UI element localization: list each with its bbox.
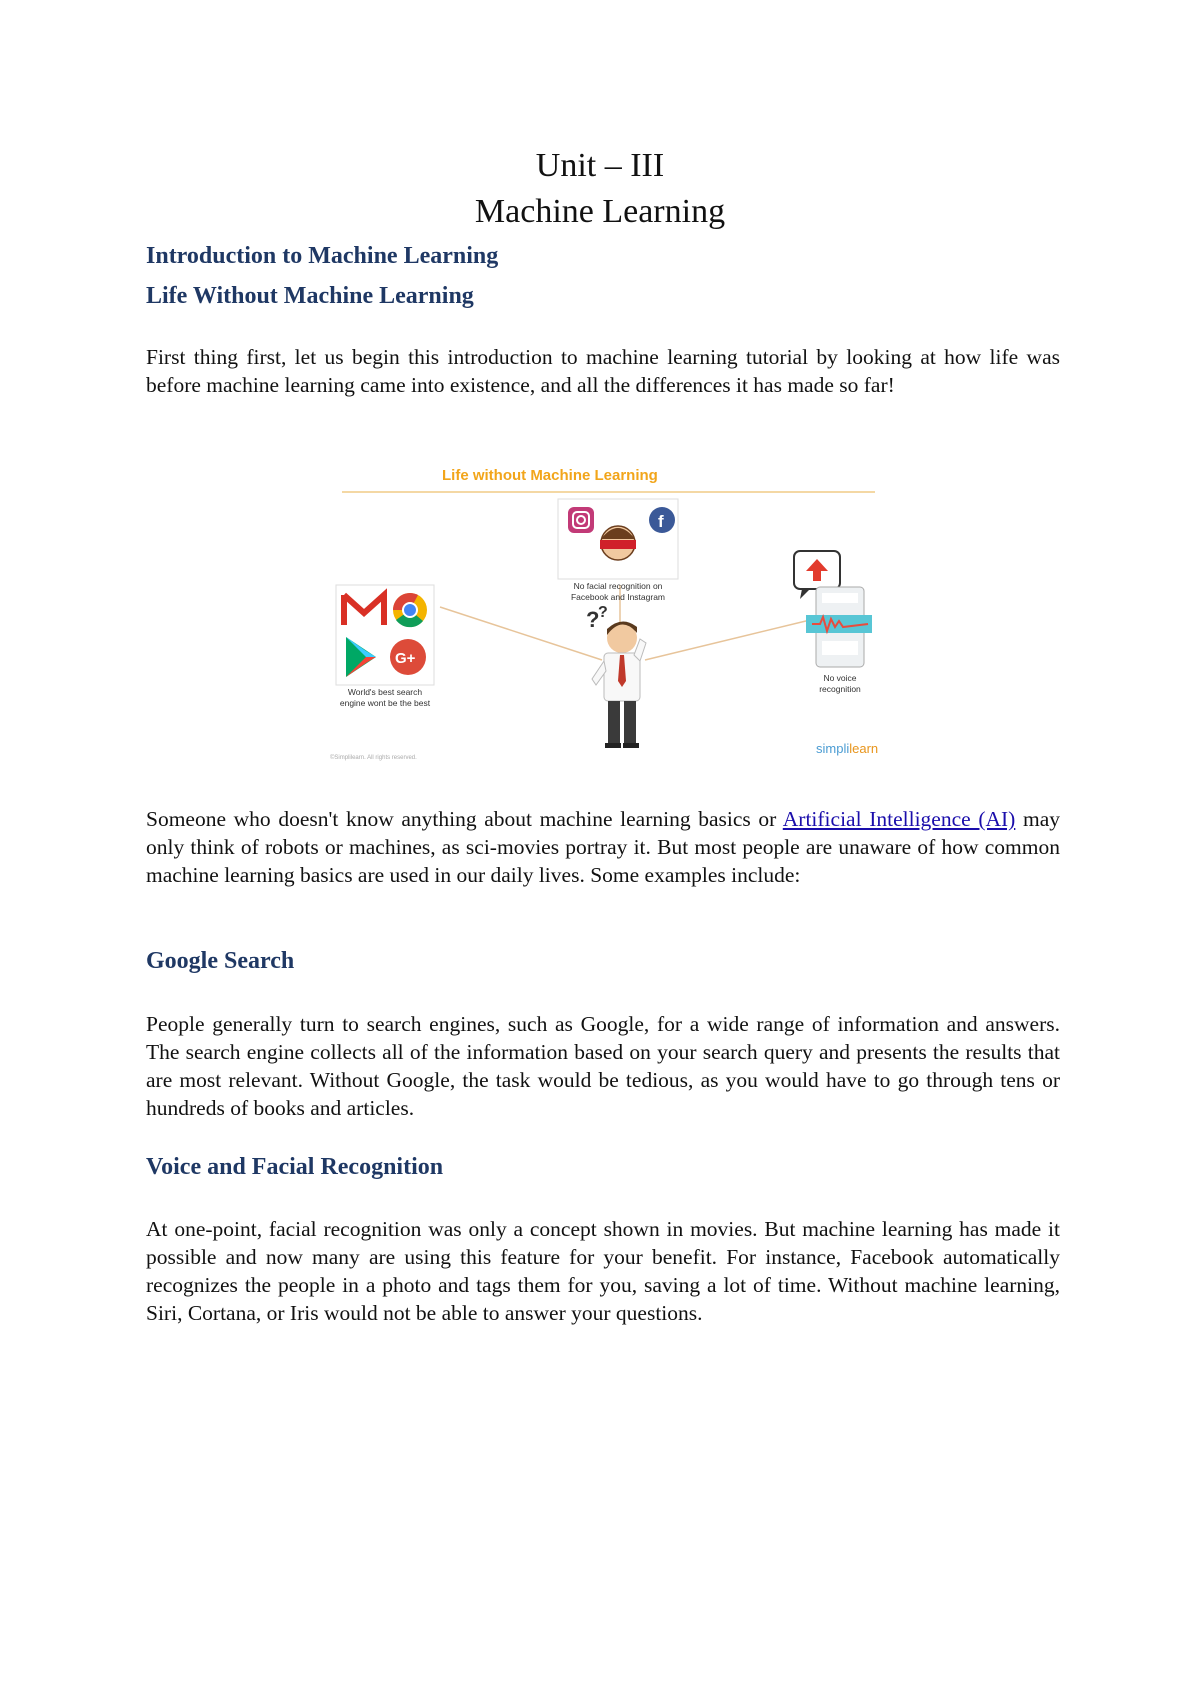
heading-life-without: Life Without Machine Learning [146, 283, 474, 309]
svg-text:G+: G+ [395, 650, 416, 667]
figure-copyright: ©Simplilearn. All rights reserved. [330, 755, 417, 761]
figure-title: Life without Machine Learning [442, 467, 658, 484]
brand-right: learn [849, 741, 879, 756]
unit-title: Unit – III [535, 147, 665, 184]
paragraph-first-thing: First thing first, let us begin this introduction to machine learning tutorial by looking at how life was before machine learning came into existence, and all the differences it has made so far! [146, 345, 1060, 397]
paragraph-someone-end: may only think of robots or machines, as sci-movies portray it. But most people are unaware of how common machine learning basics are used in our daily lives. Some examples include: [146, 807, 1060, 887]
heading-google-search: Google Search [146, 948, 295, 974]
brand-left: simpli [816, 741, 850, 756]
svg-text:f: f [658, 512, 664, 531]
paragraph-google: People generally turn to search engines, such as Google, for a wide range of information and answers. The search engine collects all of the information based on your search query and presents the results that are most relevant. Without Google, the task would be tedious, as you would have to go through tens or hundreds of books and articles. [146, 1012, 1060, 1120]
paragraph-someone-start: Someone who doesn't know anything about machine learning basics or [146, 807, 783, 831]
paragraph-voice: At one-point, facial recognition was only a concept shown in movies. But machine learning has made it possible and now many are using this feature for your benefit. For instance, Facebook automatically recognizes the people in a photo and tags them for you, saving a lot of time. Without machine learning, Siri, Cortana, or Iris would not be able to answer your questions. [146, 1217, 1060, 1325]
figure-illustration [330, 455, 890, 775]
connector-right [645, 620, 810, 660]
paragraph-someone [146, 805, 1060, 889]
confused-person-icon [586, 604, 646, 748]
heading-voice-facial: Voice and Facial Recognition [146, 1154, 444, 1180]
face-icon [600, 526, 636, 560]
svg-text:?: ? [586, 607, 600, 632]
google-plus-icon [390, 639, 426, 675]
chrome-icon [393, 593, 427, 627]
document-title: Machine Learning [474, 193, 726, 230]
instagram-icon [568, 507, 594, 533]
heading-intro: Introduction to Machine Learning [146, 243, 499, 269]
phone-voice-icon [806, 587, 872, 667]
connector-left [440, 607, 602, 660]
life-without-ml-figure [330, 455, 890, 775]
figure-caption-right: No voice recognition [819, 673, 861, 694]
figure-caption-top: No facial recognition on Facebook and Instagram [570, 581, 666, 602]
figure-caption-left: World's best search engine wont be the best [339, 687, 431, 708]
facebook-icon [649, 507, 675, 533]
simplilearn-logo [816, 741, 878, 756]
svg-text:?: ? [598, 604, 608, 621]
ai-link[interactable]: Artificial Intelligence (AI) [782, 807, 1016, 831]
